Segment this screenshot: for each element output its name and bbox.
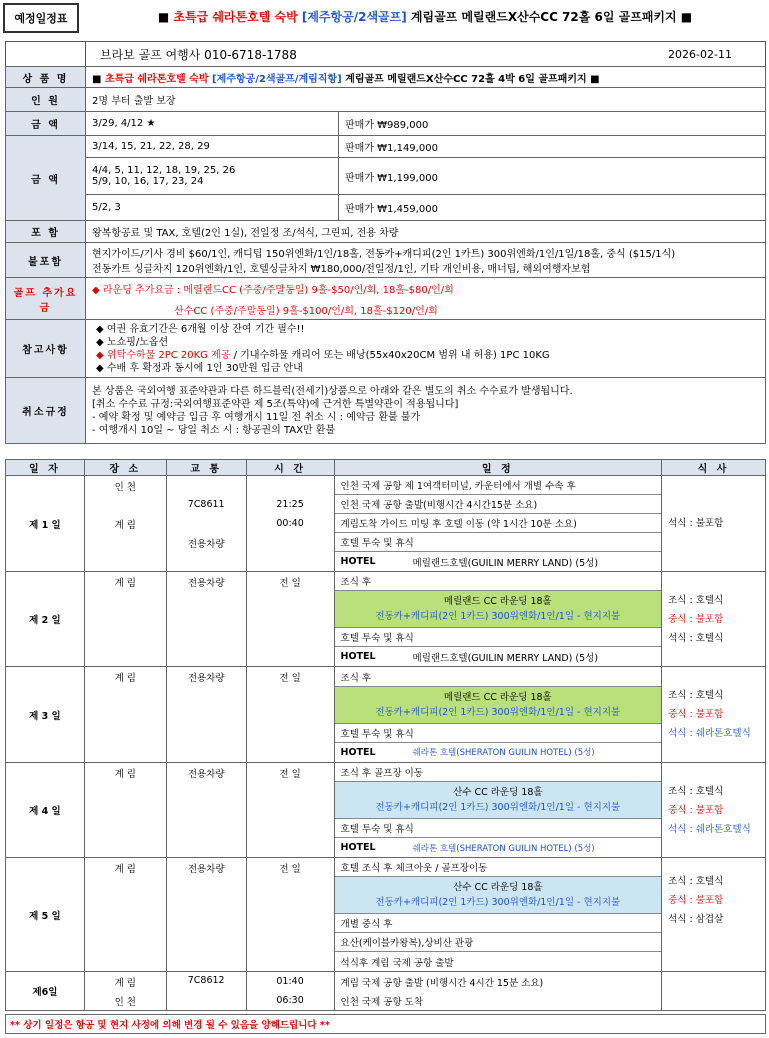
golf-round-box [335, 877, 662, 914]
place: 인 천 [114, 996, 136, 1008]
product-hotel-highlight: 초특급 쉐라톤호텔 숙박 [104, 73, 209, 85]
title-hotel-highlight: 초특급 쉐라톤호텔 숙박 [173, 10, 298, 24]
itinerary-line: 호텔 투숙 및 휴식 [335, 724, 662, 743]
schedule-badge: 예정일정표 [3, 3, 79, 33]
itinerary-line: 인천 국제 공항 출발(비행시간 4시간15분 소요) [335, 495, 662, 514]
time [247, 552, 334, 571]
day-label: 제 3 일 [6, 667, 85, 763]
include-value: 왕복항공료 및 TAX, 호텔(2인 1실), 전일정 조/석식, 그린피, 전용 차량 [86, 221, 766, 243]
meal-breakfast: 조식 : 호텔식 [668, 785, 724, 797]
itinerary-line: 조식 후 [335, 668, 662, 687]
baggage-highlight: ◆ 위탁수하물 2PC 20KG 제공 [96, 349, 231, 361]
hotel-label: HOTEL [340, 556, 376, 567]
golf-round-title: 메릴랜드 CC 라운딩 18홀 [443, 596, 552, 607]
itinerary-line: 호텔 투숙 및 휴식 [335, 533, 662, 552]
time [247, 476, 334, 495]
people-value: 2명 부터 출발 보장 [86, 88, 766, 112]
itinerary-cell [334, 972, 662, 1011]
product-airline-highlight: [제주항공/2색골프/계림직항] [212, 73, 342, 85]
col-header-place: 장 소 [84, 460, 166, 476]
transport: 전용차량 [166, 763, 246, 858]
transport [167, 514, 246, 533]
place: 계 림 [84, 858, 166, 972]
price-amount: 판매가 ₩1,149,000 [339, 136, 766, 158]
exclude-value [86, 243, 766, 278]
place-cell [84, 476, 166, 572]
golf-round-fee: 전동카+캐디피(2인 1카드) 300위엔화/1인/1일 - 현지지불 [375, 706, 621, 718]
itinerary-day-row [6, 858, 766, 972]
meal-dinner: 석식 : 삼겹살 [668, 914, 724, 925]
itinerary-line: 계림도착 가이드 미팅 후 호텔 이동 (약 1시간 10분 소요) [335, 514, 662, 533]
meal-dinner: 석식 : 호텔식 [668, 632, 724, 644]
cancel-line: 본 상품은 국외여행 표준약관과 다른 하드블럭(전세기)상품으로 아래와 같은 별도의 취소 수수료가 발생됩니다. [92, 385, 573, 397]
itinerary-table [5, 459, 766, 1011]
include-label: 포 함 [6, 221, 86, 243]
product-name [86, 67, 766, 88]
reference-notes [86, 320, 766, 378]
place: 계 림 [114, 519, 136, 531]
product-mark-left: ■ [92, 73, 102, 85]
price-dates: 3/14, 15, 21, 22, 28, 29 [86, 136, 339, 158]
transport: 전용차량 [187, 538, 225, 550]
price-dates: 5/2, 3 [86, 195, 339, 221]
cancel-line: - 여행개시 10일 ~ 당일 취소 시 : 항공권의 TAX만 환불 [92, 424, 336, 436]
reference-line: ◆ 노쇼핑/노옵션 [96, 336, 169, 348]
meal-lunch: 중식 : 불포함 [668, 804, 724, 816]
place: 계 림 [84, 763, 166, 858]
meal-cell [662, 858, 766, 972]
agency-row-spacer [6, 42, 86, 66]
itinerary-line: 계림 국제 공항 출발 (비행시간 4시간 15분 소요) [340, 977, 544, 989]
place-cell [84, 972, 166, 1011]
meal: 석식 : 불포함 [668, 518, 724, 529]
price-dates-line: 4/4, 5, 11, 12, 18, 19, 25, 26 [92, 165, 236, 176]
col-header-meal: 식 사 [662, 460, 766, 476]
golf-extra-label: 골프 추가요금 [6, 278, 86, 320]
itinerary-cell [334, 763, 662, 858]
day-label: 제 5 일 [6, 858, 85, 972]
time: 21:25 [276, 499, 304, 510]
exclude-line: 전동카트 싱글차지 120위엔화/1인, 호텔싱글차지 ₩180,000/전일정/1인, 기타 개인비용, 매너팁, 해외여행자보험 [92, 264, 591, 275]
transport-cell [166, 476, 246, 572]
price-label: 금 액 [6, 112, 86, 136]
golf-round-fee: 전동카+캐디피(2인 1카드) 300위엔화/1인/1일 - 현지지불 [375, 897, 621, 908]
page-title [85, 8, 765, 30]
cancel-line: - 예약 확정 및 예약금 입금 후 여행개시 11일 전 취소 시 : 예약금 환불 불가 [92, 411, 421, 423]
title-package-name: 계림골프 메릴랜드X산수CC 72홀 6일 골프패키지 [410, 10, 677, 24]
itinerary-cell [334, 476, 662, 572]
itinerary-cell [334, 572, 662, 667]
flight-number: 7C8612 [166, 972, 246, 1011]
cancel-line: [취소 수수료 규정:국외여행표준약관 제 5조(특약)에 근거한 특별약관이 적용됩니다] [92, 398, 459, 410]
place [85, 533, 166, 552]
price-amount: 판매가 ₩1,199,000 [339, 158, 766, 195]
day-label: 제 1 일 [6, 476, 85, 572]
itinerary-cell [334, 667, 662, 763]
price-dates [86, 158, 339, 195]
golf-round-box [335, 782, 662, 819]
cancel-policy [86, 378, 766, 444]
flight-number: 7C8611 [187, 499, 225, 510]
itinerary-day-row [6, 972, 766, 1011]
transport: 전용차량 [166, 572, 246, 667]
place: 계 림 [114, 977, 136, 989]
itinerary-cell [334, 858, 662, 972]
time-cell [246, 972, 334, 1011]
transport [167, 552, 246, 571]
meal-dinner: 석식 : 쉐라톤호텔식 [668, 823, 751, 835]
itinerary-day-row [6, 763, 766, 858]
col-header-itinerary: 일 정 [334, 460, 662, 476]
footer-notice: ** 상기 일정은 항공 및 현지 사정에 의해 변경 될 수 있음을 양해드립니다 ** [5, 1014, 766, 1034]
golf-extra-line: ◆ 라운딩 추가요금 : 메릴랜드CC (주중/주말동일) 9홀-$50/인/회, 18홀-$80/인/회 [92, 284, 454, 296]
hotel-line [335, 552, 662, 571]
itinerary-day-row [6, 572, 766, 667]
place: 계 림 [84, 572, 166, 667]
time: 전 일 [246, 858, 334, 972]
price-amount: 판매가 ₩1,459,000 [339, 195, 766, 221]
hotel-label: HOTEL [340, 746, 376, 758]
price-dates-line: 5/9, 10, 16, 17, 23, 24 [92, 176, 204, 187]
meal-lunch: 중식 : 불포함 [668, 613, 724, 625]
itinerary-day-row [6, 667, 766, 763]
time-cell [246, 476, 334, 572]
product-info-table [5, 66, 766, 444]
itinerary-line: 호텔 투숙 및 휴식 [335, 819, 662, 838]
place: 인 천 [114, 481, 136, 493]
hotel-label: HOTEL [340, 842, 376, 853]
time: 전 일 [246, 572, 334, 667]
time: 01:40 [276, 976, 304, 987]
time: 00:40 [276, 518, 304, 529]
col-header-day: 일 자 [6, 460, 85, 476]
meal-cell [662, 763, 766, 858]
people-label: 인 원 [6, 88, 86, 112]
itinerary-line: 요산(케이블카왕복),상비산 관광 [335, 933, 662, 952]
golf-round-box [335, 687, 662, 724]
exclude-line: 현지가이드/기사 경비 $60/1인, 캐디팁 150위엔화/1인/18홀, 전동카+캐디피(2인 1카트) 300위엔화/1인/1일/18홀, 중식 ($15/1식) [92, 249, 676, 260]
meal-lunch: 중식 : 불포함 [668, 895, 724, 906]
itinerary-line: 개별 중식 후 [335, 914, 662, 933]
document-date: 2026-02-11 [668, 47, 732, 61]
baggage-detail: / 기내수하물 캐리어 또는 배낭(55x40x20CM 범위 내 허용) 1PC 10KG [230, 349, 550, 361]
agency-contact: 브라보 골프 여행사 010-6718-1788 [100, 47, 297, 62]
title-airline-highlight: [제주항공/2색골프] [301, 10, 407, 24]
place [85, 552, 166, 571]
price-dates: 3/29, 4/12 ★ [86, 112, 339, 136]
reference-label: 참고사항 [6, 320, 86, 378]
title-mark-left: ■ [157, 10, 170, 24]
product-mark-right: ■ [590, 73, 600, 85]
hotel-line [335, 647, 662, 666]
cancel-label: 취소규정 [6, 378, 86, 444]
time: 전 일 [246, 667, 334, 763]
meal-lunch: 중식 : 불포함 [668, 709, 724, 720]
golf-round-title: 산수 CC 라운딩 18홀 [453, 787, 543, 798]
itinerary-line: 인천 국제 공항 도착 [340, 996, 423, 1008]
day-label: 제6일 [6, 972, 85, 1011]
meal-cell [662, 476, 766, 572]
hotel-name: 메릴랜드호텔(GUILIN MERRY LAND) (5성) [412, 652, 599, 664]
golf-extra-line: 산수CC (주중/주말동일) 9홀-$100/인/회, 18홀-$120/인/회 [174, 305, 438, 317]
meal-cell [662, 572, 766, 667]
meal-dinner: 석식 : 쉐라톤호텔식 [668, 728, 751, 739]
product-title: 계림골프 메릴랜드X산수CC 72홀 4박 6일 골프패키지 [345, 73, 587, 85]
col-header-time: 시 간 [246, 460, 334, 476]
itinerary-line: 조식 후 골프장 이동 [335, 763, 662, 782]
col-header-transport: 교 통 [166, 460, 246, 476]
hotel-label: HOTEL [340, 651, 376, 662]
place: 계 림 [84, 667, 166, 763]
day-label: 제 4 일 [6, 763, 85, 858]
golf-extra-value [86, 278, 766, 320]
time [247, 533, 334, 552]
price-label: 금 액 [6, 136, 86, 221]
meal-breakfast: 조식 : 호텔식 [668, 876, 724, 887]
meal-cell [662, 972, 766, 1011]
meal-breakfast: 조식 : 호텔식 [668, 690, 724, 701]
golf-round-box [335, 591, 662, 628]
reference-line [96, 349, 759, 362]
reference-line: ◆ 수배 후 확정과 동시에 1인 30만원 입금 안내 [96, 362, 303, 374]
golf-round-fee: 전동카+캐디피(2인 1카드) 300위엔화/1인/1일 - 현지지불 [375, 611, 621, 622]
place [85, 495, 166, 514]
hotel-line [335, 838, 662, 857]
itinerary-day-row [6, 476, 766, 572]
hotel-name: 쉐라톤 호텔(SHERATON GUILIN HOTEL) (5성) [412, 843, 595, 854]
itinerary-line: 호텔 조식 후 체크아웃 / 골프장이동 [335, 858, 662, 877]
itinerary-line: 조식 후 [335, 572, 662, 591]
title-mark-right: ■ [680, 10, 693, 24]
product-label: 상 품 명 [6, 67, 86, 88]
transport: 전용차량 [166, 858, 246, 972]
price-amount: 판매가 ₩989,000 [339, 112, 766, 136]
reference-line: ◆ 여권 유효기간은 6개월 이상 잔여 기간 필수!! [96, 323, 305, 335]
time: 전 일 [246, 763, 334, 858]
itinerary-line: 인천 국제 공항 제 1여객터미널, 카운터에서 개별 수속 후 [335, 476, 662, 495]
itinerary-line: 석식후 계림 국제 공항 출발 [340, 957, 454, 969]
golf-round-title: 산수 CC 라운딩 18홀 [453, 882, 543, 893]
transport: 전용차량 [166, 667, 246, 763]
hotel-name: 메릴랜드호텔(GUILIN MERRY LAND) (5성) [412, 557, 599, 569]
meal-breakfast: 조식 : 호텔식 [668, 594, 724, 606]
time: 06:30 [276, 995, 304, 1006]
golf-round-title: 메릴랜드 CC 라운딩 18홀 [443, 691, 552, 703]
hotel-line [335, 743, 662, 762]
exclude-label: 불포함 [6, 243, 86, 278]
golf-round-fee: 전동카+캐디피(2인 1카드) 300위엔화/1인/1일 - 현지지불 [375, 802, 621, 813]
hotel-name: 쉐라톤 호텔(SHERATON GUILIN HOTEL) (5성) [412, 748, 595, 758]
day-label: 제 2 일 [6, 572, 85, 667]
itinerary-line: 호텔 투숙 및 휴식 [335, 628, 662, 647]
transport [167, 476, 246, 495]
meal-cell [662, 667, 766, 763]
agency-row [5, 41, 766, 67]
